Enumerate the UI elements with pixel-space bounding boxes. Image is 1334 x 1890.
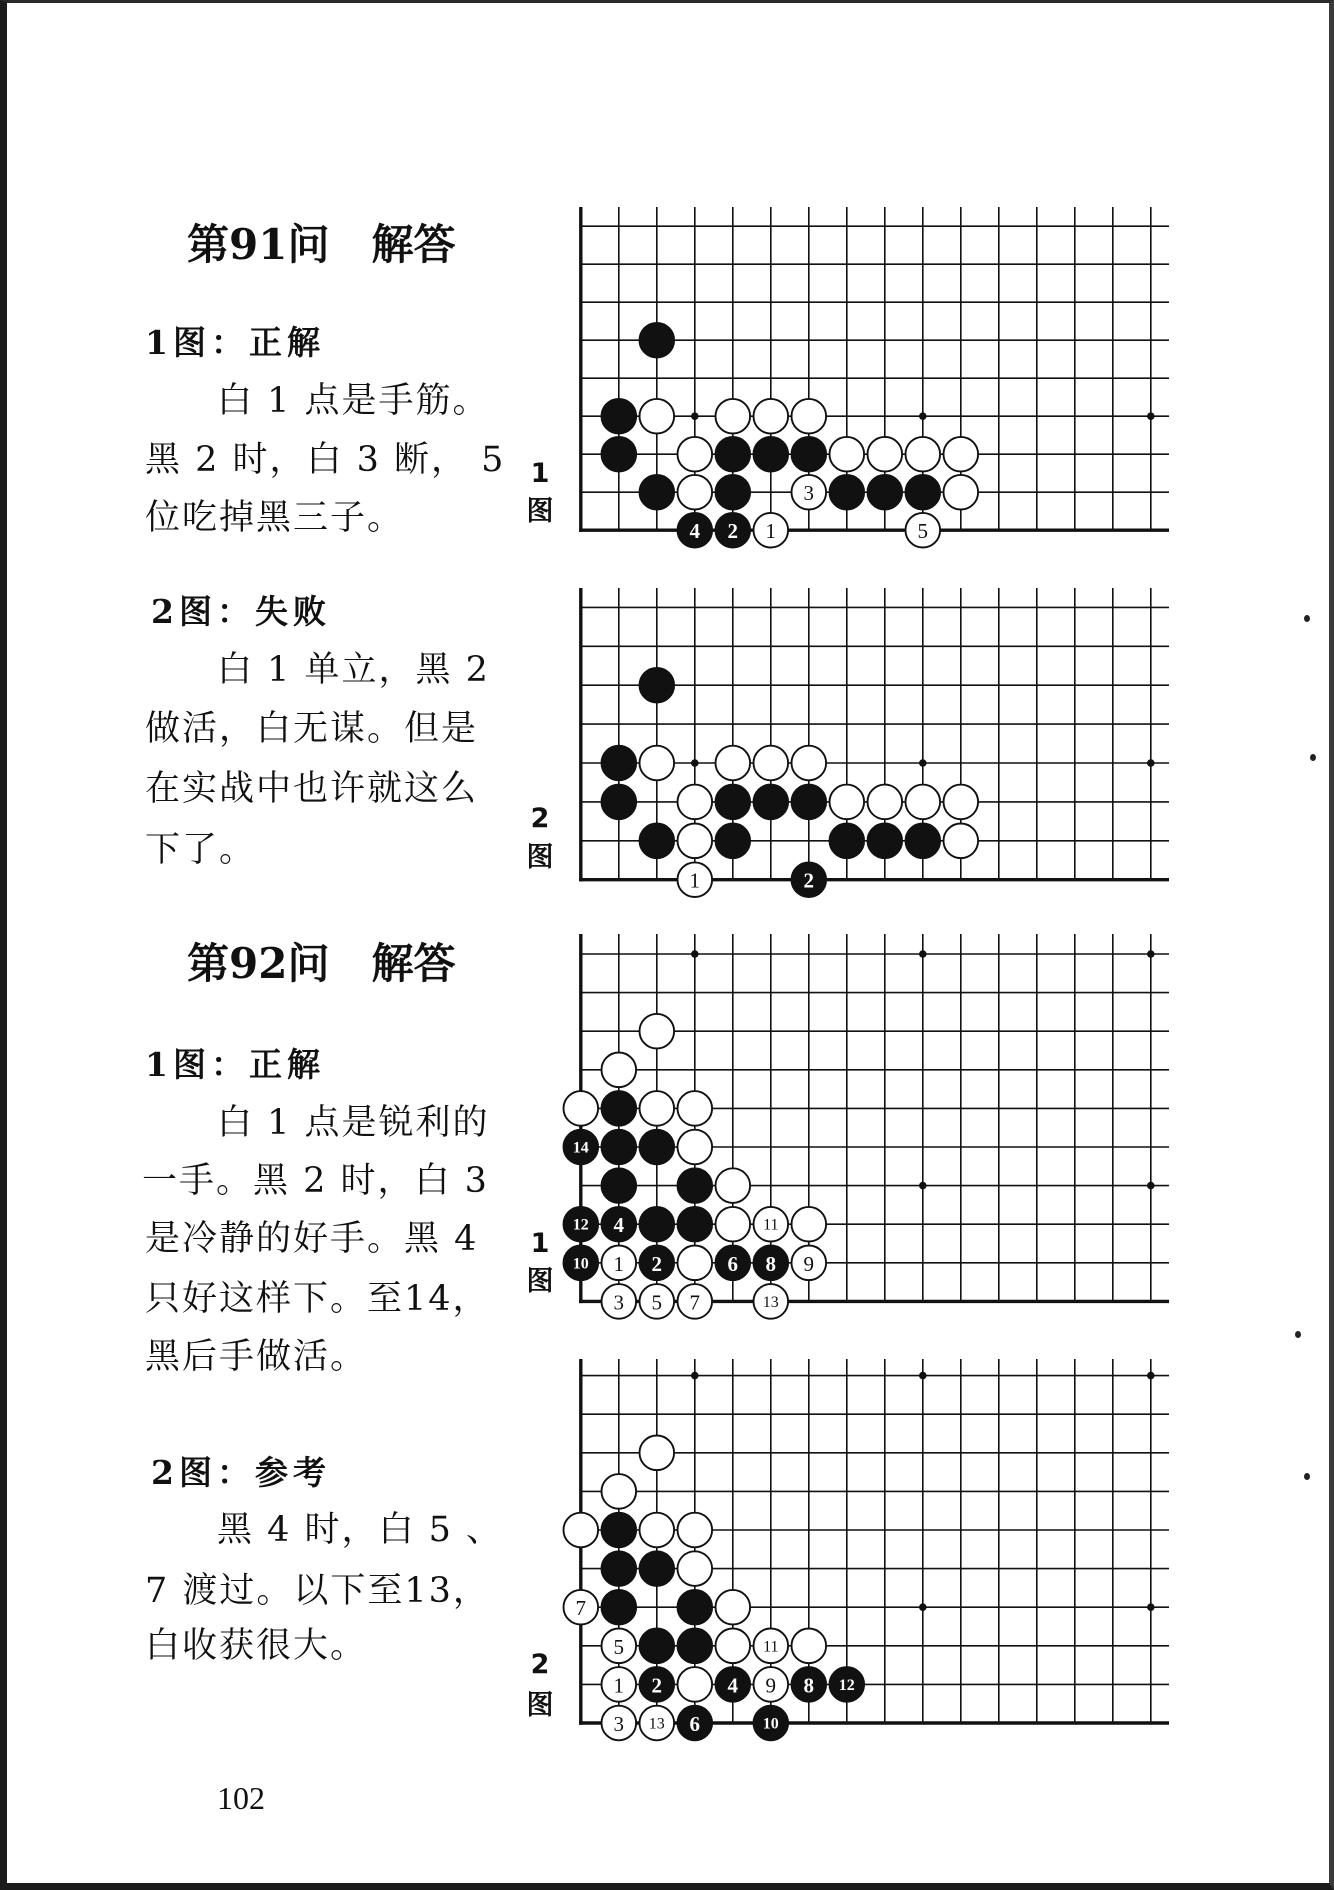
- white-stone: [678, 1130, 713, 1165]
- move-number: 7: [689, 1290, 701, 1315]
- diagram-label-char: 图: [526, 842, 554, 873]
- black-stone: [868, 824, 903, 859]
- black-stone: [716, 1246, 751, 1281]
- stone-disc: [830, 824, 865, 859]
- stone-disc: [792, 785, 827, 820]
- go-diagram-q92-fig1: [560, 920, 1180, 1326]
- q92-fig1-line: 黑后手做活。: [145, 1337, 368, 1377]
- white-stone: [716, 1207, 751, 1242]
- white-stone: [640, 1091, 675, 1126]
- black-stone: [830, 1667, 865, 1702]
- stone-disc: [678, 1130, 713, 1165]
- white-stone: [906, 785, 941, 820]
- stone-disc: [830, 785, 865, 820]
- white-stone: [678, 1246, 713, 1281]
- stone-disc: [754, 785, 789, 820]
- black-stone: [678, 1590, 713, 1625]
- move-number: 12: [572, 1216, 589, 1234]
- stone-disc: [906, 437, 941, 472]
- black-stone: [868, 475, 903, 510]
- stone-disc: [602, 1513, 637, 1548]
- white-stone: [754, 1207, 789, 1242]
- white-stone: [678, 1513, 713, 1548]
- move-number: 3: [613, 1712, 625, 1736]
- black-stone: [564, 1207, 599, 1242]
- stone-disc: [944, 785, 979, 820]
- move-number: 7: [575, 1596, 587, 1621]
- stone-disc: [716, 746, 751, 781]
- black-stone: [792, 1667, 827, 1702]
- diagram-label-char: 图: [526, 496, 554, 527]
- move-number: 5: [651, 1290, 663, 1315]
- black-stone: [678, 1168, 713, 1203]
- white-stone: [640, 399, 675, 434]
- white-stone: [792, 1629, 827, 1664]
- white-stone: [868, 437, 903, 472]
- star-point: [1147, 1372, 1155, 1380]
- move-number: 9: [803, 1251, 815, 1276]
- white-stone: [792, 1207, 827, 1242]
- white-stone: [602, 1667, 637, 1702]
- diagram-label-number: 1: [530, 1228, 550, 1259]
- move-number: 4: [689, 519, 701, 544]
- white-stone: [830, 785, 865, 820]
- black-stone: [716, 1667, 751, 1702]
- diagram-label-number: 1: [530, 458, 550, 489]
- white-stone: [754, 1667, 789, 1702]
- stone-disc: [792, 399, 827, 434]
- star-point: [691, 759, 699, 767]
- black-stone: [602, 1207, 637, 1242]
- move-number: 3: [803, 481, 815, 506]
- move-number: 8: [765, 1251, 777, 1276]
- black-stone: [602, 399, 637, 434]
- white-stone: [716, 746, 751, 781]
- white-stone: [944, 437, 979, 472]
- white-stone: [944, 824, 979, 859]
- stone-disc: [868, 437, 903, 472]
- white-stone: [602, 1053, 637, 1088]
- white-stone: [678, 785, 713, 820]
- stone-disc: [678, 785, 713, 820]
- stone-disc: [716, 1590, 751, 1625]
- star-point: [919, 1372, 927, 1380]
- scan-speck: [1304, 1473, 1310, 1480]
- white-stone: [678, 1551, 713, 1586]
- stone-disc: [792, 437, 827, 472]
- black-stone: [602, 746, 637, 781]
- star-point: [1147, 759, 1155, 767]
- stone-disc: [868, 824, 903, 859]
- q91-fig1-line: 黑 2 时，白 3 断， 5: [145, 440, 506, 480]
- q92-fig1-heading: 1图：正解: [145, 1045, 325, 1084]
- black-stone: [906, 824, 941, 859]
- move-number: 10: [762, 1715, 779, 1733]
- stone-disc: [868, 475, 903, 510]
- stone-disc: [602, 785, 637, 820]
- white-stone: [716, 399, 751, 434]
- stone-disc: [640, 475, 675, 510]
- stone-disc: [564, 1513, 599, 1548]
- black-stone: [716, 513, 751, 548]
- stone-disc: [678, 475, 713, 510]
- stone-disc: [830, 437, 865, 472]
- white-stone: [678, 862, 713, 897]
- white-stone: [716, 1629, 751, 1664]
- white-stone: [640, 1436, 675, 1471]
- black-stone: [754, 1246, 789, 1281]
- move-number: 11: [763, 1216, 779, 1234]
- white-stone: [830, 437, 865, 472]
- go-diagram-q91-fig2: [560, 575, 1180, 905]
- star-point: [919, 1182, 927, 1190]
- black-stone: [564, 1130, 599, 1165]
- q91-fig2-line: 在实战中也许就这么: [145, 769, 479, 809]
- q92-fig1-line: 白 1 点是锐利的: [217, 1103, 490, 1143]
- black-stone: [754, 1706, 789, 1741]
- black-stone: [564, 1246, 599, 1281]
- black-stone: [906, 475, 941, 510]
- black-stone: [678, 1706, 713, 1741]
- white-stone: [792, 1246, 827, 1281]
- move-number: 6: [727, 1251, 739, 1276]
- white-stone: [906, 513, 941, 548]
- star-point: [919, 759, 927, 767]
- black-stone: [640, 1207, 675, 1242]
- black-stone: [640, 323, 675, 358]
- star-point: [1147, 412, 1155, 420]
- star-point: [691, 950, 699, 958]
- stone-disc: [602, 746, 637, 781]
- star-point: [691, 1372, 699, 1380]
- stone-disc: [716, 399, 751, 434]
- move-number: 9: [765, 1673, 777, 1698]
- q92-title: 第92问 解答: [187, 939, 456, 988]
- white-stone: [792, 746, 827, 781]
- star-point: [1147, 1182, 1155, 1190]
- stone-disc: [602, 1130, 637, 1165]
- black-stone: [640, 1667, 675, 1702]
- scan-speck: [1310, 754, 1316, 761]
- stone-disc: [640, 399, 675, 434]
- stone-disc: [602, 1551, 637, 1586]
- stone-disc: [716, 824, 751, 859]
- stone-disc: [754, 746, 789, 781]
- white-stone: [564, 1091, 599, 1126]
- white-stone: [602, 1246, 637, 1281]
- stone-disc: [754, 437, 789, 472]
- q92-fig1-line: 只好这样下。至14，: [145, 1279, 490, 1319]
- stone-disc: [640, 1513, 675, 1548]
- stone-disc: [944, 437, 979, 472]
- black-stone: [792, 862, 827, 897]
- stone-disc: [640, 323, 675, 358]
- stone-disc: [792, 1207, 827, 1242]
- black-stone: [602, 1551, 637, 1586]
- black-stone: [640, 824, 675, 859]
- black-stone: [716, 475, 751, 510]
- stone-disc: [678, 437, 713, 472]
- stone-disc: [678, 1246, 713, 1281]
- stone-disc: [944, 824, 979, 859]
- white-stone: [678, 824, 713, 859]
- white-stone: [678, 1284, 713, 1319]
- black-stone: [754, 785, 789, 820]
- move-number: 4: [727, 1673, 739, 1698]
- stone-disc: [602, 437, 637, 472]
- black-stone: [602, 1130, 637, 1165]
- black-stone: [830, 475, 865, 510]
- q92-fig2-line: 白收获很大。: [145, 1626, 368, 1666]
- black-stone: [716, 824, 751, 859]
- star-point: [919, 950, 927, 958]
- move-number: 1: [613, 1673, 625, 1698]
- move-number: 8: [803, 1673, 815, 1698]
- scan-speck: [1304, 615, 1310, 622]
- stone-disc: [602, 1590, 637, 1625]
- q91-title: 第91问 解答: [187, 220, 456, 269]
- stone-disc: [564, 1091, 599, 1126]
- stone-disc: [602, 1474, 637, 1509]
- stone-disc: [678, 1667, 713, 1702]
- q91-fig1-line: 位吃掉黑三子。: [145, 498, 405, 538]
- scan-speck: [1295, 1331, 1301, 1338]
- stone-disc: [716, 1207, 751, 1242]
- white-stone: [640, 1284, 675, 1319]
- black-stone: [678, 513, 713, 548]
- black-stone: [792, 785, 827, 820]
- go-diagram-q92-fig2: [560, 1345, 1180, 1748]
- white-stone: [564, 1513, 599, 1548]
- white-stone: [602, 1284, 637, 1319]
- q92-fig2-line: 黑 4 时，白 5 、: [217, 1510, 504, 1550]
- move-number: 3: [613, 1290, 625, 1315]
- stone-disc: [678, 1513, 713, 1548]
- black-stone: [602, 1513, 637, 1548]
- stone-disc: [716, 437, 751, 472]
- move-number: 10: [572, 1255, 589, 1273]
- move-number: 2: [727, 519, 739, 544]
- move-number: 14: [572, 1139, 589, 1157]
- move-number: 13: [648, 1715, 665, 1733]
- white-stone: [640, 1014, 675, 1049]
- black-stone: [716, 437, 751, 472]
- black-stone: [716, 785, 751, 820]
- diagram-label-number: 2: [530, 803, 550, 834]
- diagram-label-number: 2: [530, 1649, 550, 1680]
- white-stone: [792, 475, 827, 510]
- black-stone: [640, 1246, 675, 1281]
- white-stone: [678, 475, 713, 510]
- stone-disc: [640, 824, 675, 859]
- white-stone: [640, 1513, 675, 1548]
- white-stone: [640, 746, 675, 781]
- black-stone: [830, 824, 865, 859]
- white-stone: [678, 1667, 713, 1702]
- stone-disc: [602, 1091, 637, 1126]
- stone-disc: [906, 824, 941, 859]
- star-point: [1147, 1603, 1155, 1611]
- white-stone: [944, 475, 979, 510]
- black-stone: [640, 1629, 675, 1664]
- white-stone: [754, 1284, 789, 1319]
- black-stone: [678, 1207, 713, 1242]
- stone-disc: [754, 399, 789, 434]
- stone-disc: [678, 1551, 713, 1586]
- white-stone: [602, 1706, 637, 1741]
- stone-disc: [716, 1629, 751, 1664]
- black-stone: [640, 1551, 675, 1586]
- black-stone: [792, 437, 827, 472]
- move-number: 12: [838, 1676, 855, 1694]
- stone-disc: [602, 1053, 637, 1088]
- stone-disc: [792, 746, 827, 781]
- stone-disc: [716, 1168, 751, 1203]
- stone-disc: [906, 785, 941, 820]
- stone-disc: [602, 399, 637, 434]
- stone-disc: [602, 1168, 637, 1203]
- white-stone: [868, 785, 903, 820]
- stone-disc: [640, 1014, 675, 1049]
- q92-fig1-line: 是冷静的好手。黑 4: [145, 1219, 479, 1259]
- black-stone: [678, 1629, 713, 1664]
- black-stone: [602, 437, 637, 472]
- stone-disc: [716, 475, 751, 510]
- stone-disc: [640, 746, 675, 781]
- q91-fig2-line: 白 1 单立，黑 2: [217, 650, 490, 690]
- white-stone: [602, 1474, 637, 1509]
- go-diagram-q91-fig1: [560, 195, 1180, 555]
- move-number: 1: [613, 1251, 625, 1276]
- q91-fig2-line: 做活，白无谋。但是: [145, 709, 479, 749]
- star-point: [919, 1603, 927, 1611]
- q91-fig1-line: 白 1 点是手筋。: [217, 381, 490, 421]
- white-stone: [678, 437, 713, 472]
- stone-disc: [678, 1091, 713, 1126]
- move-number: 2: [651, 1251, 663, 1276]
- white-stone: [602, 1629, 637, 1664]
- white-stone: [716, 1590, 751, 1625]
- stone-disc: [640, 1551, 675, 1586]
- black-stone: [602, 785, 637, 820]
- star-point: [1147, 950, 1155, 958]
- white-stone: [754, 746, 789, 781]
- stone-disc: [678, 1168, 713, 1203]
- white-stone: [754, 399, 789, 434]
- stone-disc: [640, 1130, 675, 1165]
- stone-disc: [640, 1207, 675, 1242]
- move-number: 11: [763, 1638, 779, 1656]
- black-stone: [602, 1091, 637, 1126]
- move-number: 1: [689, 868, 701, 893]
- move-number: 13: [762, 1293, 779, 1311]
- stone-disc: [678, 1590, 713, 1625]
- black-stone: [640, 668, 675, 703]
- stone-disc: [792, 1629, 827, 1664]
- black-stone: [602, 1168, 637, 1203]
- stone-disc: [678, 1207, 713, 1242]
- stone-disc: [640, 1436, 675, 1471]
- white-stone: [640, 1706, 675, 1741]
- white-stone: [944, 785, 979, 820]
- stone-disc: [640, 668, 675, 703]
- q91-fig1-heading: 1图：正解: [145, 323, 325, 362]
- q92-fig2-heading: 2图：参考: [151, 1453, 331, 1492]
- q92-fig1-line: 一手。黑 2 时，白 3: [142, 1161, 489, 1201]
- star-point: [919, 412, 927, 420]
- stone-disc: [640, 1629, 675, 1664]
- black-stone: [754, 437, 789, 472]
- stone-disc: [678, 824, 713, 859]
- black-stone: [640, 475, 675, 510]
- stone-disc: [716, 785, 751, 820]
- white-stone: [564, 1590, 599, 1625]
- white-stone: [716, 1168, 751, 1203]
- q92-fig2-line: 7 渡过。以下至13，: [145, 1571, 490, 1611]
- q91-fig2-heading: 2图：失败: [151, 592, 331, 631]
- q91-fig2-line: 下了。: [145, 830, 257, 870]
- black-stone: [640, 1130, 675, 1165]
- stone-disc: [944, 475, 979, 510]
- move-number: 1: [765, 519, 777, 544]
- stone-disc: [868, 785, 903, 820]
- stone-disc: [906, 475, 941, 510]
- stone-disc: [830, 475, 865, 510]
- stone-disc: [678, 1629, 713, 1664]
- star-point: [691, 412, 699, 420]
- move-number: 6: [689, 1712, 701, 1736]
- diagram-label-char: 图: [526, 1266, 554, 1297]
- white-stone: [754, 1629, 789, 1664]
- white-stone: [792, 399, 827, 434]
- white-stone: [678, 1091, 713, 1126]
- page-number: 102: [217, 1780, 265, 1816]
- move-number: 5: [917, 519, 929, 544]
- move-number: 4: [613, 1213, 625, 1238]
- stone-disc: [640, 1091, 675, 1126]
- black-stone: [602, 1590, 637, 1625]
- white-stone: [754, 513, 789, 548]
- diagram-label-char: 图: [526, 1690, 554, 1721]
- move-number: 5: [613, 1634, 625, 1659]
- move-number: 2: [803, 868, 815, 893]
- move-number: 2: [651, 1673, 663, 1698]
- white-stone: [906, 437, 941, 472]
